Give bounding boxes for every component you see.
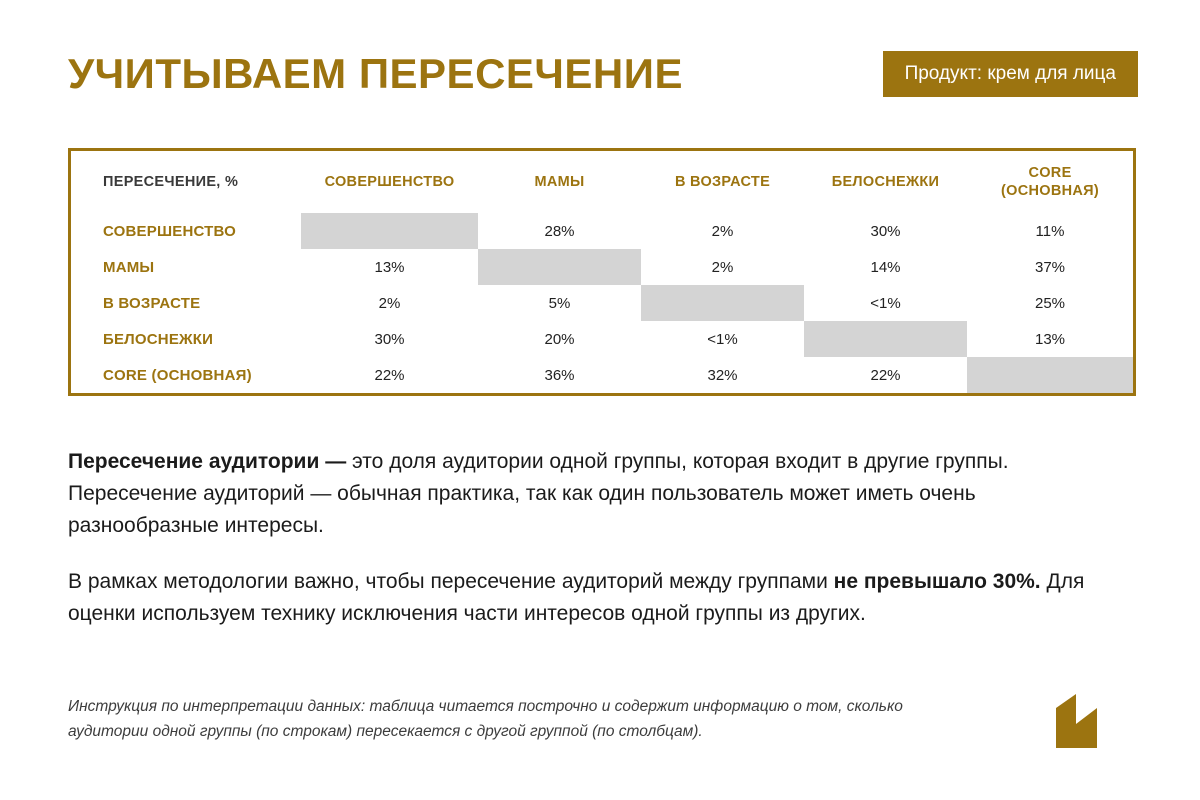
table-cell: 28% [544,222,575,240]
slide-header [68,44,1138,104]
table-cell [804,321,967,357]
methodology-text-2: Для оценки используем технику исключения части интересов одной группы из других. [68,570,1085,625]
table-column-header-5 [967,151,1133,213]
table-column-header-4: БЕЛОСНЕЖКИ [831,174,940,190]
table-cell: <1% [707,330,738,348]
table-cell: 13% [374,258,405,276]
table-cell: 36% [544,366,575,384]
table-cell: 30% [870,222,901,240]
table-row-label: СОВЕРШЕНСТВО [103,222,237,240]
table-column-header-0: ПЕРЕСЕЧЕНИЕ, % [103,174,239,190]
table-row-label: БЕЛОСНЕЖКИ [103,330,214,348]
table-row-label: CORE (ОСНОВНАЯ) [103,366,252,384]
brand-logo-icon [1056,694,1134,748]
table-row [71,285,1133,321]
table-cell: 11% [1035,222,1065,240]
table-cell: <1% [870,294,901,312]
definition-term: Пересечение аудитории — [68,450,353,473]
paragraph-methodology [68,566,1088,630]
table-column-header-2: МАМЫ [534,174,585,190]
table-cell [301,213,478,249]
methodology-text-1: В рамках методологии важно, чтобы пересечение аудиторий между группами [68,570,834,593]
table-column-header-5-line1: CORE [1028,165,1072,181]
table-row-label: МАМЫ [103,258,155,276]
body-text [68,446,1088,654]
table-row-label: В ВОЗРАСТЕ [103,294,201,312]
table-column-header-1: СОВЕРШЕНСТВО [324,174,455,190]
table-cell: 30% [374,330,405,348]
table-row [71,213,1133,249]
table-row [71,357,1133,393]
table-cell: 25% [1034,294,1066,312]
table-column-header-3: В ВОЗРАСТЕ [674,174,771,190]
table-cell [478,249,641,285]
intersection-table [68,148,1136,396]
product-badge: Продукт: крем для лица [883,51,1138,97]
table-header-row [71,151,1133,213]
methodology-threshold: не превышало 30%. [833,570,1041,593]
table-cell: 22% [374,366,405,384]
table-row [71,321,1133,357]
table-cell [641,285,804,321]
table-cell: 2% [378,294,401,312]
table-cell: 2% [711,222,734,240]
table-column-header-5-line2: (ОСНОВНАЯ) [1001,183,1099,199]
table-cell: 13% [1034,330,1066,348]
table-cell: 20% [544,330,575,348]
page-title: УЧИТЫВАЕМ ПЕРЕСЕЧЕНИЕ [68,50,683,97]
table-cell: 22% [870,366,901,384]
table-cell: 14% [870,258,901,276]
table-cell: 37% [1034,258,1066,276]
table-cell: 2% [711,258,734,276]
definition-text: это доля аудитории одной группы, которая входит в другие группы. Пересечение аудиторий — обычная практика, так как один пользователь может иметь очень разнообразные интересы. [68,450,1009,537]
interpretation-note: Инструкция по интерпретации данных: таблица читается построчно и содержит информацию о том, сколько аудитории одной группы (по строкам) пересекается с другой группой (по столбцам). [68,698,903,740]
table-cell: 32% [707,366,738,384]
table-cell: 5% [548,294,571,312]
paragraph-definition [68,446,1088,542]
table-cell [967,357,1133,393]
table-row [71,249,1133,285]
